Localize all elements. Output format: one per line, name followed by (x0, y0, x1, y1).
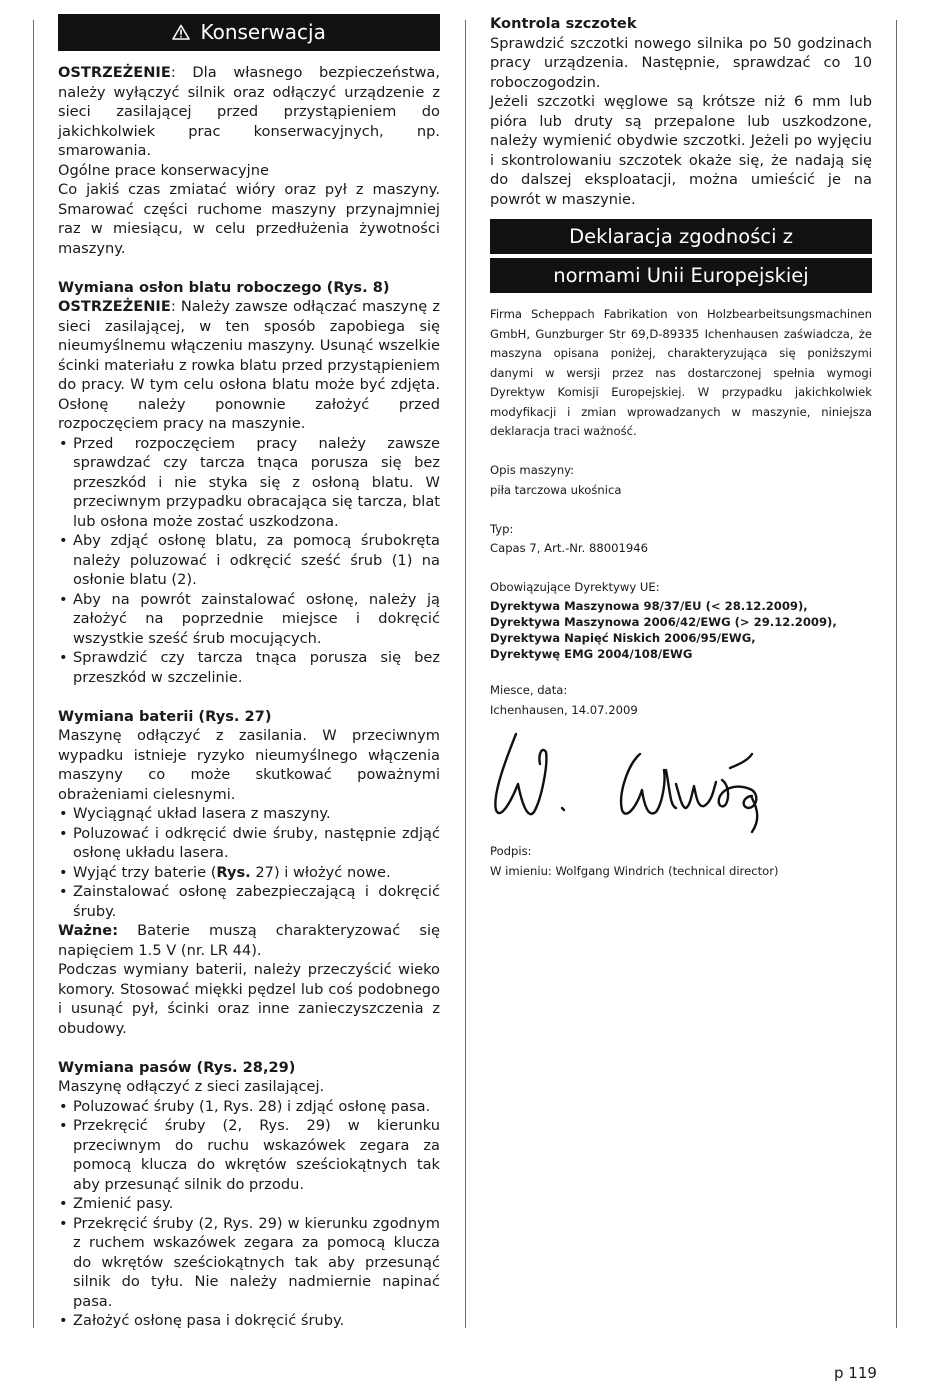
deklaracja-intro: Firma Scheppach Fabrikation von Holzbearbeitsungsmachinen GmbH, Gunzburger Str 69,D-89335 Ichenhausen zaświadcza, że maszyna opisana poniżej, charakteryzująca się poniższymi danymi w wersji przez nas dostarczonej spełnia wymogi Dyrektyw Komisji Europejskiej. W przypadku jakichkolwiek modyfikacji i zmian wprowadzanych w maszynie, niniejsza deklaracja traci ważność. (490, 307, 872, 438)
list-item: • Sprawdzić czy tarcza tnąca porusza się bez przeszkód w szczelinie. (58, 648, 440, 687)
list-item: • Przed rozpoczęciem pracy należy zawsze sprawdzać czy tarcza tnąca porusza się bez przeszkód i nie styka się z osłoną blatu. W przeciwnym przypadku obracająca się tarcza, blat lub osłona może zostać uszkodzona. (58, 434, 440, 532)
imieniu-text: W imieniu: Wolfgang Windrich (technical director) (490, 863, 779, 878)
oslon-heading: Wymiana osłon blatu roboczego (Rys. 8) (58, 278, 390, 296)
konserwacja-title: Konserwacja (200, 20, 326, 44)
left-column (58, 14, 440, 1331)
baterie-wazne (58, 921, 440, 960)
konserwacja-paragraph: Co jakiś czas zmiatać wióry oraz pył z maszyny. Smarować części ruchome maszyny przynajmniej raz w miesiącu, w celu przedłużenia żywotności maszyny. (58, 181, 440, 257)
konserwacja-section (58, 63, 440, 1331)
figure-ref: Rys. (216, 863, 251, 881)
warning-text: : Dla własnego bezpieczeństwa, należy wyłączyć silnik oraz odłączyć urządzenie z sieci zasilającej przed przystąpieniem do jakichkolwiek prac konserwacyjnych, np. smarowania. (58, 64, 440, 159)
warning-label: OSTRZEŻENIE (58, 298, 171, 315)
list-item: • Poluzować śruby (1, Rys. 28) i zdjąć osłonę pasa. (58, 1097, 440, 1117)
pasy-heading: Wymiana pasów (Rys. 28,29) (58, 1058, 296, 1076)
signature-image (490, 724, 790, 834)
dyrektywa-item: Dyrektywę EMG 2004/108/EWG (490, 646, 693, 661)
podpis-label: Podpis: (490, 844, 532, 858)
szczotki-paragraph: Jeżeli szczotki węglowe są krótsze niż 6 mm lub pióra lub druty są przepalone lub uszkodzone, należy wymienić obydwie szczotki. Jeżeli po wyjęciu i skontrolowaniu szczotek okaże się, że nadają się do dalszej eksploatacji, można umieścić je na powrót w maszynie. (490, 93, 872, 208)
page-number: p 119 (834, 1364, 877, 1382)
right-margin-rule (896, 20, 897, 1328)
dyrektywy-label: Obowiązujące Dyrektywy UE: (490, 580, 660, 594)
list-item: • Aby zdjąć osłonę blatu, za pomocą śrubokręta należy poluzować i odkręcić sześć śrub (1) na osłonie blatu (2). (58, 531, 440, 590)
konserwacja-header (58, 14, 440, 51)
opis-label: Opis maszyny: (490, 463, 575, 477)
dyrektywa-item: Dyrektywa Maszynowa 98/37/EU (< 28.12.2009), (490, 598, 808, 613)
center-divider-rule (465, 20, 466, 1328)
left-margin-rule (33, 20, 34, 1328)
list-item-text: 27) i włożyć nowe. (250, 863, 391, 881)
list-item: • Zmienić pasy. (58, 1194, 440, 1214)
szczotki-heading: Kontrola szczotek (490, 15, 637, 32)
list-item: • Przekręcić śruby (2, Rys. 29) w kierunku przeciwnym do ruchu wskazówek zegara za pomocą klucza do wkrętów sześciokątnych tak aby przesunąć silnik do przodu. (58, 1116, 440, 1194)
opis-value: piła tarczowa ukośnica (490, 482, 622, 497)
baterie-heading: Wymiana baterii (Rys. 27) (58, 707, 272, 725)
right-column (490, 14, 872, 881)
list-item: • Aby na powrót zainstalować osłonę, należy ją założyć na poprzednie miejsce i dokręcić wszystkie sześć śrub mocujących. (58, 590, 440, 649)
list-item: • Poluzować i odkręcić dwie śruby, następnie zdjąć osłonę układu lasera. (58, 824, 440, 863)
deklaracja-body (490, 305, 872, 881)
miejsce-value: Ichenhausen, 14.07.2009 (490, 702, 638, 717)
dyrektywa-item: Dyrektywa Maszynowa 2006/42/EWG (> 29.12.2009), (490, 614, 837, 629)
list-item: • Zainstalować osłonę zabezpieczającą i dokręcić śruby. (58, 882, 440, 921)
pasy-intro: Maszynę odłączyć z sieci zasilającej. (58, 1078, 325, 1095)
warning-label: OSTRZEŻENIE (58, 64, 171, 81)
warning-text: : Należy zawsze odłączać maszynę z sieci zasilającej, w ten sposób zapobiega się nieumyślnemu włączeniu maszyny. Usunąć wszelkie ścinki materiału z rowka blatu przed przystąpieniem do pracy. W tym celu osłona blatu może być zdjęta. Osłonę należy ponownie założyć przed rozpoczęciem pracy na maszynie. (58, 298, 440, 432)
list-item: • Przekręcić śruby (2, Rys. 29) w kierunku zgodnym z ruchem wskazówek zegara za pomocą klucza do wkrętów sześciokątnych tak aby przesunąć silnik do tyłu. Nie należy nadmiernie napinać pasa. (58, 1214, 440, 1312)
typ-value: Capas 7, Art.-Nr. 88001946 (490, 541, 649, 555)
baterie-intro: Maszynę odłączyć z zasilania. W przeciwnym wypadku istnieje ryzyko nieumyślnego włączenia maszyny co może skutkować poważnymi obrażeniami cielesnymi. (58, 727, 440, 803)
warning-triangle-icon (172, 20, 196, 44)
list-item: • Wyciągnąć układ lasera z maszyny. (58, 804, 440, 824)
wazne-label: Ważne: (58, 922, 119, 939)
baterie-list (58, 804, 440, 921)
deklaracja-title-line1: Deklaracja zgodności z (490, 219, 872, 254)
typ-label: Typ: (490, 521, 514, 536)
dyrektywa-item: Dyrektywa Napięć Niskich 2006/95/EWG, (490, 630, 756, 645)
deklaracja-section (490, 219, 872, 881)
konserwacja-subheading: Ogólne prace konserwacyjne (58, 161, 269, 179)
wazne-text: Baterie muszą charakteryzować się napięciem 1.5 V (nr. LR 44). (58, 922, 440, 959)
list-item-text: Wyjąć trzy baterie ( (73, 863, 217, 881)
szczotki-paragraph: Sprawdzić szczotki nowego silnika po 50 godzinach pracy urządzenia. Następnie, sprawdzać co 10 roboczogodzin. (490, 34, 872, 91)
oslon-list (58, 434, 440, 688)
list-item (58, 863, 440, 883)
dyrektywy-list (490, 598, 872, 662)
pasy-list (58, 1097, 440, 1331)
list-item: • Założyć osłonę pasa i dokręcić śruby. (58, 1311, 440, 1331)
szczotki-section (490, 14, 872, 209)
baterie-outro: Podczas wymiany baterii, należy przeczyścić wieko komory. Stosować miękki pędzel lub coś podobnego i usunąć pył, ścinki oraz inne zanieczyszczenia z obudowy. (58, 961, 440, 1037)
oslon-warning (58, 297, 440, 434)
konserwacja-warning (58, 63, 440, 161)
deklaracja-title-line2: normami Unii Europejskiej (490, 258, 872, 293)
miejsce-label: Miesce, data: (490, 683, 568, 697)
